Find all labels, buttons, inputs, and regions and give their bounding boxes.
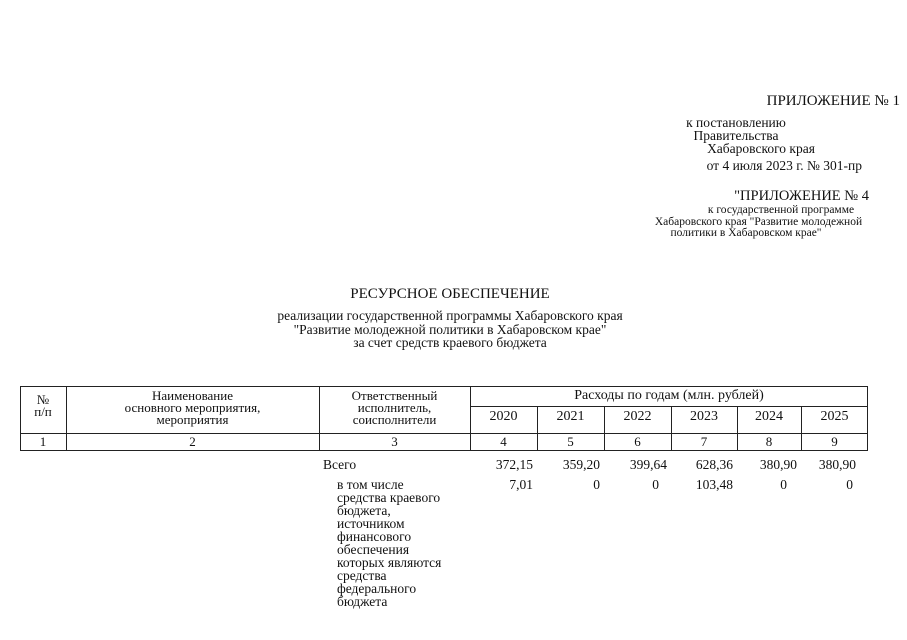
header-year: 2020 [489,409,518,424]
appendix1-line: к постановлению [686,115,786,130]
document-title: РЕСУРСНОЕ ОБЕСПЕЧЕНИЕ [350,286,550,302]
appendix1-line: Правительства [693,128,779,143]
appendix4-title: "ПРИЛОЖЕНИЕ № 4 [734,188,869,204]
row-total-value: 628,36 [695,457,733,472]
header-name: Наименование основного мероприятия, мероприятия [124,388,261,427]
row-federal-value: 103,48 [695,477,733,492]
column-index: 1 [39,434,47,449]
appendix4-line: политики в Хабаровском крае" [670,227,822,239]
row-total-value: 359,20 [562,457,600,472]
appendix1-title: ПРИЛОЖЕНИЕ № 1 [766,93,900,109]
column-index: 9 [831,434,838,449]
row-total-value: 380,90 [759,457,797,472]
subtitle-line: за счет средств краевого бюджета [353,335,547,350]
row-total-value: 399,64 [629,457,667,472]
appendix4-line: Хабаровского края "Развитие молодежной [654,215,863,228]
column-index: 4 [500,434,507,449]
appendix4-lines [600,205,892,240]
row-federal-value: 0 [846,477,853,492]
row-federal-label: в том числе средства краевого бюджета, источником финансового обеспечения которых являются средства федерального бюджета [337,477,442,609]
subtitle-line: "Развитие молодежной политики в Хабаровском крае" [293,321,607,337]
header-year: 2025 [820,409,849,424]
appendix1-lines [600,116,872,155]
header-year: 2021 [556,409,585,424]
header-year: 2022 [623,409,652,424]
row-federal-value: 7,01 [509,477,533,492]
appendix4-line: к государственной программе [707,204,855,216]
appendix1-date: от 4 июля 2023 г. № 301-пр [706,158,862,173]
header-year: 2024 [755,409,783,424]
column-index: 7 [700,434,708,449]
row-federal-value: 0 [593,477,600,492]
header-year: 2023 [690,409,718,424]
header-executor: Ответственный исполнитель, соисполнители [351,388,438,427]
column-index: 2 [189,434,196,449]
header-expenses: Расходы по годам (млн. рублей) [574,388,764,403]
row-total-label: Всего [323,457,357,472]
column-index: 6 [634,434,641,449]
column-index: 8 [765,434,773,449]
row-total-value: 372,15 [495,457,533,472]
subtitle-line: реализации государственной программы Хабаровского края [277,308,623,323]
row-federal-value: 0 [652,477,659,492]
header-num: № п/п [34,392,52,419]
column-index: 3 [391,434,398,449]
document-subtitle [200,309,700,350]
column-index: 5 [567,434,574,449]
appendix1-line: Хабаровского края [707,141,815,156]
row-federal-value: 0 [780,477,787,492]
row-total-value: 380,90 [818,457,856,472]
